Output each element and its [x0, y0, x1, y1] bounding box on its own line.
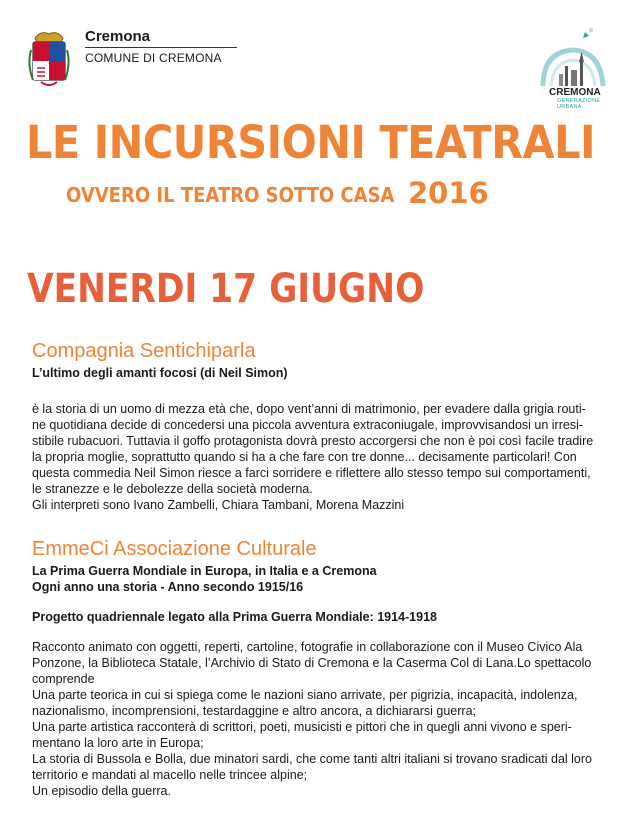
show-title: L’ultimo degli amanti focosi (di Neil Simon) — [32, 366, 288, 380]
show-subtitle: Ogni anno una storia - Anno secondo 1915/16 — [32, 580, 304, 594]
section-sentichiparla — [32, 339, 602, 513]
description-line: Ponzone, la Biblioteca Statale, l’Archivio di Stato di Cremona e la Caserma Col di Lana.Lo spettacolo — [32, 656, 592, 670]
cremona-coat-of-arms-icon — [27, 28, 71, 88]
description-line: mentano la loro arte in Europa; — [32, 736, 204, 750]
year: 2016 — [408, 176, 489, 210]
city-skyline-icon — [535, 22, 610, 88]
logo-subtext: GENERAZIONE URBANA — [557, 98, 601, 110]
description-line: territorio e mandati al macello nelle trincee alpine; — [32, 768, 308, 782]
cast-line: Gli interpreti sono Ivano Zambelli, Chiara Tambani, Morena Mazzini — [32, 498, 405, 512]
description-line: ne quotidiana decide di concedersi una piccola avventura extraconiugale, improvvisandosi un irresi- — [32, 418, 584, 432]
show-description — [32, 401, 602, 513]
event-date: VENERDI 17 GIUGNO — [27, 266, 425, 312]
description-line: Un episodio della guerra. — [32, 784, 171, 798]
org-divider — [85, 47, 237, 48]
description-line: la propria moglie, soprattutto quando si ha a che fare con tre donne... decisamente particolari! Con — [32, 450, 577, 464]
section-emmeci — [32, 537, 602, 799]
project-line: Progetto quadriennale legato alla Prima Guerra Mondiale: 1914-1918 — [32, 610, 437, 624]
show-description — [32, 639, 602, 799]
cremona-generazione-urbana-logo — [535, 22, 610, 110]
description-line: le stranezze e le debolezze della società moderna. — [32, 482, 313, 496]
description-line: è la storia di un uomo di mezza età che, dopo vent’anni di matrimonio, per evadere dalla grigia routi- — [32, 402, 586, 416]
description-line: La storia di Bussola e Bolla, due minatori sardi, che come tanti altri italiani si trovano sradicati dal loro — [32, 752, 592, 766]
company-name: Compagnia Sentichiparla — [32, 340, 256, 362]
logo-text: CREMONA — [549, 87, 601, 98]
org-subtitle: COMUNE DI CREMONA — [85, 51, 222, 65]
company-name: EmmeCi Associazione Culturale — [32, 538, 317, 560]
municipality-block — [85, 28, 237, 65]
description-line: questa commedia Neil Simon riesce a farci sorridere e riflettere allo stesso tempo sui comportamenti, — [32, 466, 591, 480]
org-name: Cremona — [85, 28, 151, 45]
subtitle: OVVERO IL TEATRO SOTTO CASA — [66, 183, 395, 207]
description-line: comprende — [32, 672, 95, 686]
description-line: nazionalismo, incomprensioni, testardaggine e altro ancora, a dichiararsi guerra; — [32, 704, 476, 718]
description-line: stibile rubacuori. Tuttavia il goffo protagonista dovrà presto accorgersi che non è poi così facile tradire — [32, 434, 594, 448]
main-title: LE INCURSIONI TEATRALI — [26, 116, 596, 169]
show-title: La Prima Guerra Mondiale in Europa, in Italia e a Cremona — [32, 564, 377, 578]
description-line: Una parte teorica in cui si spiega come le nazioni siano arrivate, per pigrizia, incapacità, indolenza, — [32, 688, 578, 702]
page-header — [27, 22, 607, 110]
description-line: Una parte artistica racconterà di scrittori, poeti, musicisti e pittori che in quegli anni vivono e speri- — [32, 720, 572, 734]
description-line: Racconto animato con oggetti, reperti, cartoline, fotografie in collaborazione con il Museo Civico Ala — [32, 640, 583, 654]
